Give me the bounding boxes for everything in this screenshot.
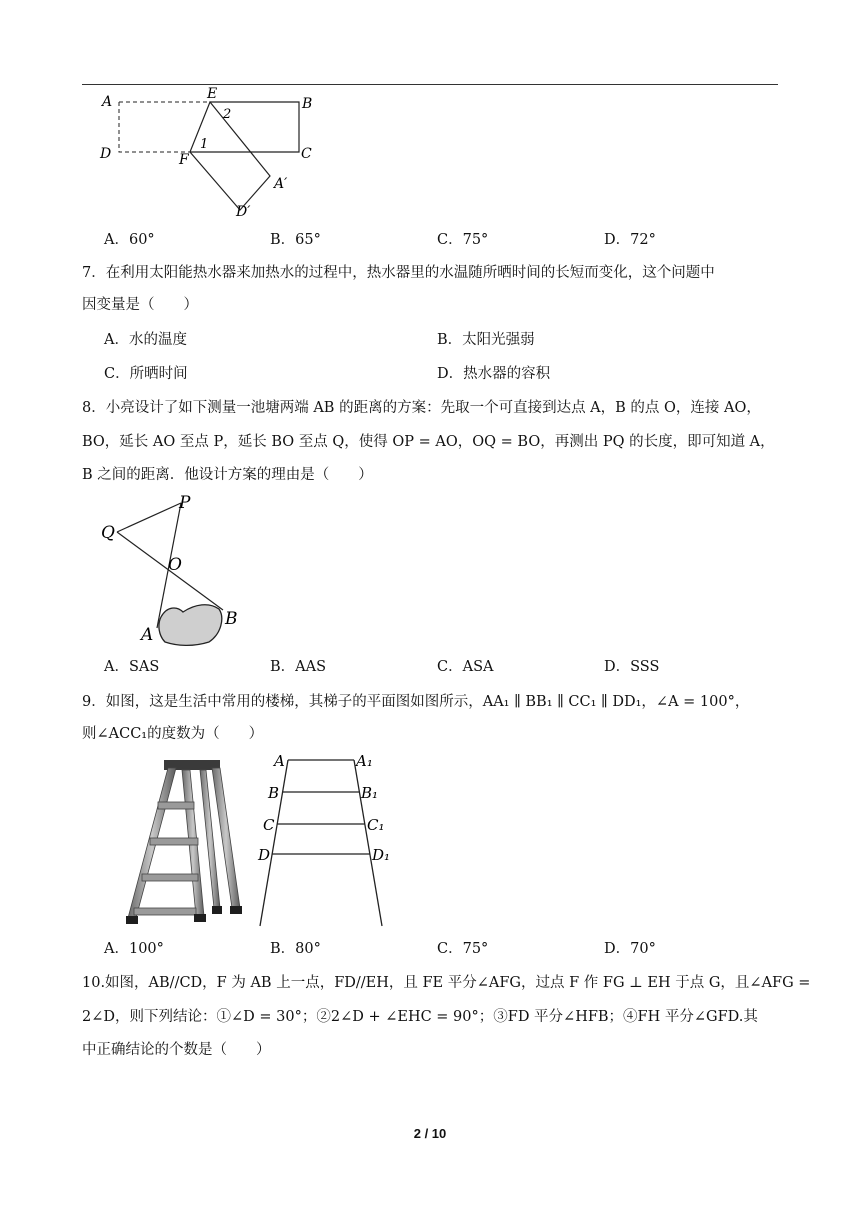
q8-stem-line3: B 之间的距离．他设计方案的理由是（ ）: [82, 467, 373, 483]
q8-option-a[interactable]: A．SAS: [104, 659, 160, 675]
q6-option-d[interactable]: D．72°: [604, 232, 656, 248]
q6-label-C: C: [301, 146, 312, 162]
q9-stem-line2: 则∠ACC₁的度数为（ ）: [82, 726, 264, 742]
q9-option-a[interactable]: A．100°: [104, 941, 164, 957]
q6-option-a[interactable]: A．60°: [104, 232, 155, 248]
q7-option-b[interactable]: B．太阳光强弱: [437, 332, 535, 348]
q9-ladder-diagram: [250, 750, 400, 930]
q6-label-D-prime: D′: [236, 204, 251, 220]
q7-option-d[interactable]: D．热水器的容积: [437, 366, 551, 382]
q8-option-d[interactable]: D．SSS: [604, 659, 660, 675]
q8-stem-line1: 8．小亮设计了如下测量一池塘两端 AB 的距离的方案：先取一个可直接到达点 A，B 的点 O，连接 AO，: [82, 400, 761, 416]
q8-stem-line2: BO，延长 AO 至点 P，延长 BO 至点 Q，使得 OP = AO，OQ = BO，再测出 PQ 的长度，即可知道 A，: [82, 434, 775, 450]
q7-stem-line2: 因变量是（ ）: [82, 297, 198, 313]
q6-folded-rectangle-figure: [90, 86, 330, 226]
header-rule: [82, 84, 778, 85]
q8-label-A: A: [141, 625, 154, 645]
q9-option-c[interactable]: C．75°: [437, 941, 489, 957]
q9-label-B: B: [268, 784, 280, 802]
q8-option-c[interactable]: C．ASA: [437, 659, 494, 675]
q10-stem-line1: 10.如图，AB//CD，F 为 AB 上一点，FD//EH，且 FE 平分∠AFG，过点 F 作 FG ⊥ EH 于点 G，且∠AFG =: [82, 975, 811, 991]
q8-label-B: B: [225, 609, 238, 629]
q6-angle-2: 2: [223, 107, 232, 122]
q6-label-D: D: [100, 146, 112, 162]
q8-pond-figure: [95, 492, 255, 652]
q10-stem-line2: 2∠D，则下列结论：①∠D = 30°；②2∠D + ∠EHC = 90°；③FD 平分∠HFB；④FH 平分∠GFD.其: [82, 1009, 758, 1025]
q9-option-b[interactable]: B．80°: [270, 941, 321, 957]
q6-label-F: F: [179, 152, 189, 168]
q6-label-A: A: [102, 94, 113, 110]
q7-option-a[interactable]: A．水的温度: [104, 332, 187, 348]
q9-label-D1: D₁: [372, 846, 391, 864]
q8-label-Q: Q: [101, 523, 115, 543]
q6-label-A-prime: A′: [274, 176, 288, 192]
q9-label-C1: C₁: [367, 816, 385, 834]
q8-label-P: P: [179, 493, 191, 513]
q6-label-E: E: [207, 86, 218, 102]
q9-label-D: D: [258, 846, 271, 864]
q8-option-b[interactable]: B．AAS: [270, 659, 327, 675]
q9-label-A1: A₁: [356, 752, 373, 770]
q7-option-c[interactable]: C．所晒时间: [104, 366, 188, 382]
q9-ladder-photo: [120, 758, 248, 928]
q9-option-d[interactable]: D．70°: [604, 941, 656, 957]
q9-label-C: C: [263, 816, 275, 834]
q10-stem-line3: 中正确结论的个数是（ ）: [82, 1042, 271, 1058]
q7-stem-line1: 7．在利用太阳能热水器来加热水的过程中，热水器里的水温随所晒时间的长短而变化，这个问题中: [82, 265, 715, 281]
q8-label-O: O: [168, 555, 182, 575]
q6-angle-1: 1: [200, 137, 209, 152]
q6-option-b[interactable]: B．65°: [270, 232, 321, 248]
q9-label-A: A: [274, 752, 285, 770]
q9-stem-line1: 9．如图，这是生活中常用的楼梯，其梯子的平面图如图所示，AA₁ ∥ BB₁ ∥ CC₁ ∥ DD₁，∠A = 100°，: [82, 694, 750, 710]
q9-label-B1: B₁: [361, 784, 379, 802]
q6-option-c[interactable]: C．75°: [437, 232, 489, 248]
q6-label-B: B: [302, 96, 313, 112]
page-number: 2 / 10: [413, 1126, 447, 1141]
